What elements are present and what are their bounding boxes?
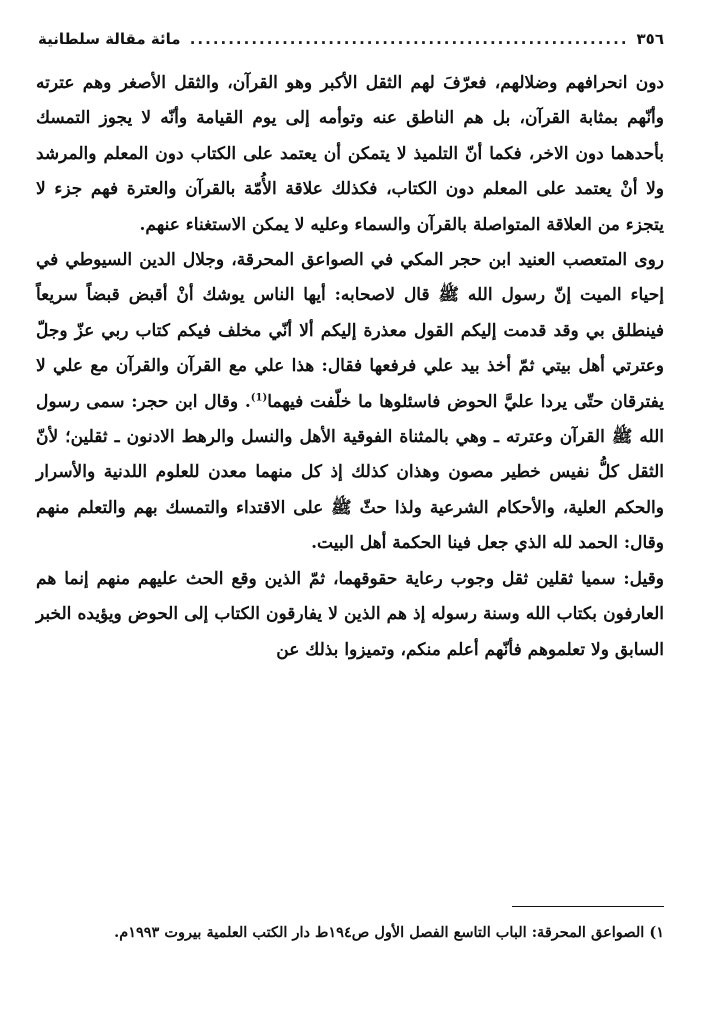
paragraph-2-continuation: وقال ابن حجر: سمى رسول الله ﷺ القرآن وعترته ـ وهي بالمثناة الفوقية الأهل والنسل والرهط الادنون ـ ثقلين؛ لأنّ الثقل كلُّ نفيس خطير مصون وهذان كذلك إذ كل منهما معدن للعلوم اللدنية والأسرار والحكم العلية، والأحكام الشرعية ولذا حثّ ﷺ على الاقتداء والتمسك بهم والتعلم منهم وقال: الحمد لله الذي جعل فينا الحكمة أهل البيت. xyxy=(36,391,664,554)
footnote-divider xyxy=(512,906,664,907)
running-header xyxy=(38,26,664,52)
paragraph-2-text: روى المتعصب العنيد ابن حجر المكي في الصواعق المحرقة، وجلال الدين السيوطي في إحياء الميت إنّ رسول الله ﷺ قال لاصحابه: أيها الناس يوشك أنْ أقبض قبضاً سريعاً فينطلق بي وقد قدمت إليكم القول معذرة إليكم ألا أنّي مخلف فيكم كتاب ربي عزّ وجلّ وعترتي أهل بيتي ثمّ أخذ بيد علي فرفعها فقال: هذا علي مع القرآن والقرآن مع علي لا يفترقان حتّى يردا عليَّ الحوض فاسئلوها ما خلّفت فيهما xyxy=(36,250,664,412)
page-number: ٣٥٦ xyxy=(636,30,664,48)
footnote-reference: (1) xyxy=(250,392,268,403)
paragraph-3: وقيل: سميا ثقلين ثقل وجوب رعاية حقوقهما، ثمّ الذين وقع الحث عليهم منهم إنما هم العارفون بكتاب الله وسنة رسوله إذ هم الذين لا يفارقون الكتاب إلى الحوض ويؤيده الخبر السابق ولا تعلموهم فأنّهم أعلم منكم، وتميزوا بذلك عن xyxy=(36,568,664,660)
paragraph-1: دون انحرافهم وضلالهم، فعرّفَ لهم الثقل الأكبر وهو القرآن، والثقل الأصغر وهم عترته وأنّهم بمثابة القرآن، بل هم الناطق عنه وتوأمه إلى يوم القيامة وأنّه لا يجوز التمسك بأحدهما دون الاخر، فكما أنّ التلميذ لا يتمكن أن يعتمد على الكتاب دون المعلم والمرشد ولا أنْ يعتمد على المعلم دون الكتاب، فكذلك علاقة الأُمّة بالقرآن والعترة فهم جزء لا يتجزء من العلاقة المتواصلة بالقرآن والسماء وعليه لا يمكن الاستغناء عنهم. xyxy=(36,73,664,235)
header-dot-leader xyxy=(189,30,629,48)
page-body xyxy=(36,66,664,668)
paragraph-2: روى المتعصب العنيد ابن حجر المكي في الصواعق المحرقة، وجلال الدين السيوطي في إحياء الميت إنّ رسول الله ﷺ قال لاصحابه: أيها الناس يوشك أنْ أقبض قبضاً سريعاً فينطلق بي وقد قدمت إليكم القول معذرة إليكم ألا أنّي مخلف فيكم كتاب ربي عزّ وجلّ وعترتي أهل بيتي ثمّ أخذ بيد علي فرفعها فقال: هذا علي مع القرآن والقرآن مع علي لا يفترقان حتّى يردا عليَّ الحوض فاسئلوها ما خلّفت فيهما$^{(1)}$. وقال ابن حجر: سمى رسول الله ﷺ القرآن وعترته ـ وهي بالمثناة الفوقية الأهل والنسل والرهط الادنون ـ ثقلين؛ لأنّ الثقل كلُّ نفيس خطير مصون وهذان كذلك إذ كل منهما معدن للعلوم اللدنية والأسرار والحكم العلية، والأحكام الشرعية ولذا حثّ ﷺ على الاقتداء والتمسك بهم والتعلم منهم وقال: الحمد لله الذي جعل فينا الحكمة أهل البيت. xyxy=(36,250,664,554)
book-title: مائة مقالة سلطانية xyxy=(38,30,181,48)
footnote: ١) الصواعق المحرقة: الباب التاسع الفصل الأول ص١٩٤ط دار الكتب العلمية بيروت ١٩٩٣م. xyxy=(114,924,664,941)
